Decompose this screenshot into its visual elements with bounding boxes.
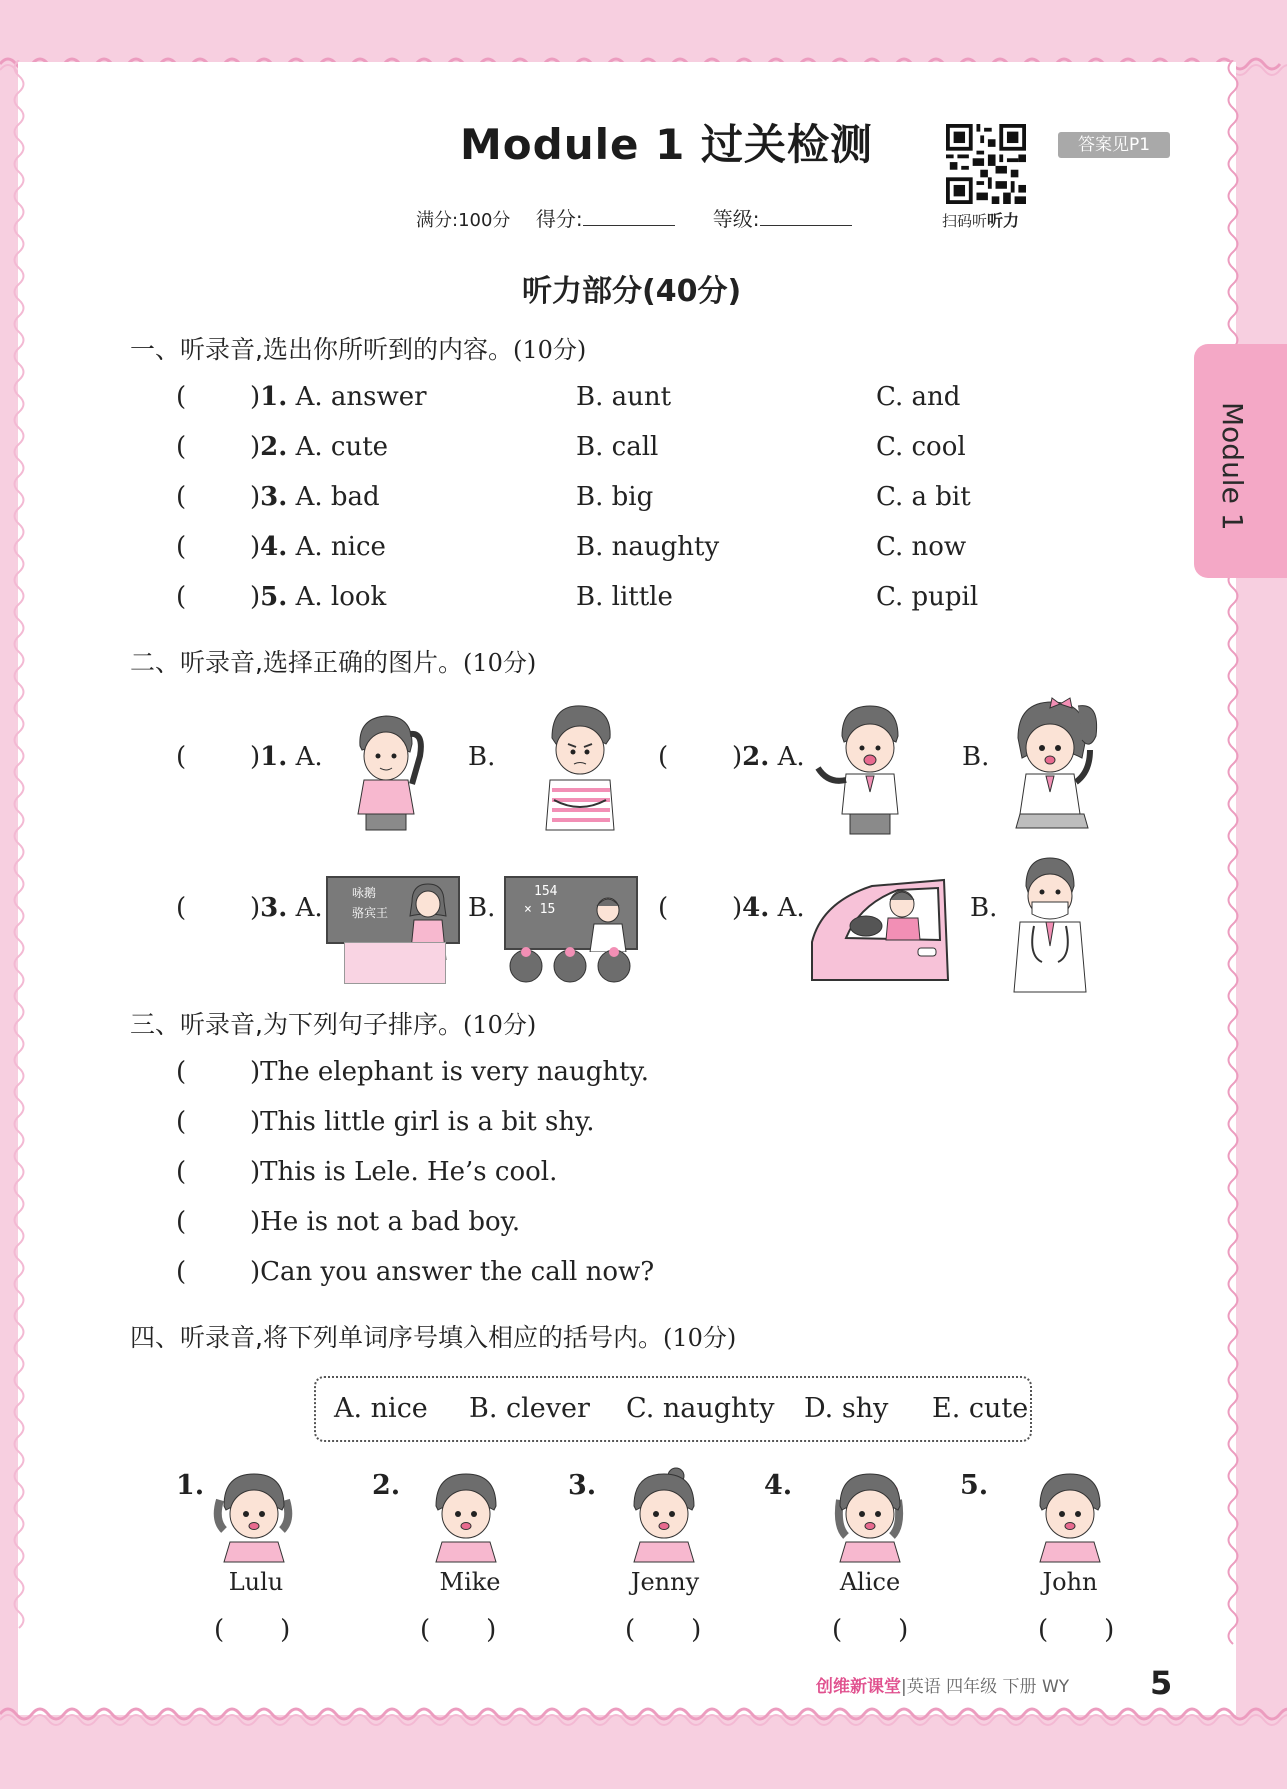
kid-portrait bbox=[216, 1470, 292, 1562]
answer-paren-open: ( bbox=[176, 1157, 187, 1187]
sentence-row bbox=[250, 1207, 520, 1237]
option-b: B. big bbox=[576, 482, 654, 512]
answer-paren-open: ( bbox=[176, 432, 187, 462]
teacher-icon bbox=[588, 896, 628, 952]
option-a: A. look bbox=[295, 582, 387, 612]
wavy-border-bottom bbox=[0, 1706, 1287, 1730]
kid-answer-parens[interactable] bbox=[1038, 1615, 1114, 1645]
paren-close: ) bbox=[732, 893, 743, 923]
item-number: 2. bbox=[260, 432, 288, 462]
option-a-label: A. bbox=[295, 893, 323, 923]
blackboard-text-1: 咏鹅 bbox=[352, 886, 377, 900]
word-option: C. naughty bbox=[626, 1393, 775, 1424]
students-icon bbox=[504, 946, 638, 984]
paren-close: ) bbox=[732, 742, 743, 772]
answer-paren-close bbox=[732, 893, 805, 923]
side-tab-label: Module 1 bbox=[1216, 402, 1249, 531]
paren-close: ) bbox=[250, 1207, 261, 1237]
paren-open: ( bbox=[625, 1615, 636, 1645]
sentence-text: This is Lele. He’s cool. bbox=[260, 1157, 558, 1187]
footer-info bbox=[816, 1672, 1069, 1697]
score-line bbox=[416, 203, 852, 232]
option-a-label: A. bbox=[777, 893, 805, 923]
word-option: A. nice bbox=[334, 1393, 428, 1424]
section4-points: (10分) bbox=[662, 1324, 737, 1352]
item-number: 2. bbox=[742, 742, 770, 772]
answer-paren-close bbox=[250, 432, 388, 462]
score-label: 得分: bbox=[535, 207, 583, 231]
kid-name: Jenny bbox=[630, 1568, 700, 1596]
kid-name: Lulu bbox=[228, 1568, 284, 1596]
option-c: C. pupil bbox=[876, 582, 979, 612]
kid-number: 2. bbox=[372, 1470, 401, 1501]
option-c: C. and bbox=[876, 382, 961, 412]
full-score: 满分:100分 bbox=[416, 210, 511, 231]
section1-title-text: 一、听录音,选出你所听到的内容。 bbox=[130, 335, 513, 364]
sentence-text: He is not a bad boy. bbox=[260, 1207, 521, 1237]
kid-answer-parens[interactable] bbox=[832, 1615, 908, 1645]
answer-paren-open: ( bbox=[176, 1057, 187, 1087]
item-number: 1. bbox=[260, 742, 288, 772]
kid-name: Alice bbox=[839, 1568, 901, 1596]
paren-close: ) bbox=[250, 582, 261, 612]
grade-blank[interactable] bbox=[760, 207, 852, 226]
answer-paren-close bbox=[250, 582, 386, 612]
paren-close: ) bbox=[280, 1615, 291, 1645]
paren-close: ) bbox=[250, 382, 261, 412]
paren-open: ( bbox=[420, 1615, 431, 1645]
kid-portrait bbox=[1032, 1470, 1108, 1562]
part-title: 听力部分(40分) bbox=[522, 274, 742, 309]
section3-title bbox=[130, 1005, 536, 1041]
item-number: 4. bbox=[742, 893, 770, 923]
answer-paren-open: ( bbox=[658, 893, 669, 923]
kid-answer-parens[interactable] bbox=[625, 1615, 701, 1645]
footer-details: |英语 四年级 下册 WY bbox=[901, 1677, 1070, 1697]
section3-title-text: 三、听录音,为下列句子排序。 bbox=[130, 1010, 463, 1039]
section4-title-text: 四、听录音,将下列单词序号填入相应的括号内。 bbox=[130, 1323, 663, 1352]
kid-answer-parens[interactable] bbox=[214, 1615, 290, 1645]
sentence-text: The elephant is very naughty. bbox=[260, 1057, 650, 1087]
answer-paren-close bbox=[250, 893, 323, 923]
score-blank[interactable] bbox=[583, 207, 675, 226]
paren-close: ) bbox=[250, 742, 261, 772]
paren-close: ) bbox=[250, 1107, 261, 1137]
option-b: B. little bbox=[576, 582, 673, 612]
option-b-label: B. bbox=[468, 893, 496, 923]
answer-paren-open: ( bbox=[176, 482, 187, 512]
section1-title bbox=[130, 330, 586, 366]
chinese-class-picture[interactable] bbox=[326, 876, 456, 984]
kid-number: 4. bbox=[764, 1470, 793, 1501]
boy-waving-picture[interactable] bbox=[814, 700, 914, 836]
kid-name: Mike bbox=[439, 1568, 501, 1596]
paren-close: ) bbox=[486, 1615, 497, 1645]
section2-points: (10分) bbox=[462, 649, 537, 677]
boy-naughty-picture[interactable] bbox=[540, 700, 622, 832]
paren-close: ) bbox=[250, 432, 261, 462]
item-number: 3. bbox=[260, 893, 288, 923]
doctor-picture[interactable] bbox=[1012, 854, 1088, 994]
kid-portrait bbox=[832, 1470, 908, 1562]
word-option: E. cute bbox=[932, 1393, 1029, 1424]
item-number: 1. bbox=[260, 382, 288, 412]
answer-paren-open: ( bbox=[176, 582, 187, 612]
option-b: B. call bbox=[576, 432, 659, 462]
section2-title-text: 二、听录音,选择正确的图片。 bbox=[130, 648, 463, 677]
option-a: A. cute bbox=[295, 432, 389, 462]
qr-caption-prefix: 扫码听 bbox=[942, 212, 988, 230]
item-number: 4. bbox=[260, 532, 288, 562]
section1-points: (10分) bbox=[512, 336, 587, 364]
answer-paren-open: ( bbox=[176, 382, 187, 412]
option-b: B. naughty bbox=[576, 532, 720, 562]
math-class-picture[interactable] bbox=[504, 876, 638, 984]
sentence-row bbox=[250, 1157, 557, 1187]
kid-portrait bbox=[626, 1470, 702, 1562]
page-number: 5 bbox=[1150, 1664, 1173, 1702]
kid-answer-parens[interactable] bbox=[420, 1615, 496, 1645]
sentence-row bbox=[250, 1057, 649, 1087]
answer-paren-open: ( bbox=[176, 1257, 187, 1287]
sentence-row bbox=[250, 1257, 654, 1287]
answer-paren-close bbox=[732, 742, 805, 772]
paren-open: ( bbox=[832, 1615, 843, 1645]
answer-paren-open: ( bbox=[176, 1107, 187, 1137]
answer-paren-close bbox=[250, 742, 323, 772]
grade-label: 等级: bbox=[712, 207, 760, 231]
qr-code-icon[interactable] bbox=[946, 124, 1026, 204]
answer-paren-open: ( bbox=[176, 893, 187, 923]
option-a-label: A. bbox=[295, 742, 323, 772]
desk bbox=[344, 942, 446, 984]
paren-close: ) bbox=[250, 482, 261, 512]
girl-waving-picture[interactable] bbox=[1004, 696, 1100, 840]
answer-paren-close bbox=[250, 382, 427, 412]
option-a: A. bad bbox=[295, 482, 380, 512]
kid-name: John bbox=[1042, 1568, 1098, 1596]
answer-paren-open: ( bbox=[658, 742, 669, 772]
word-option: B. clever bbox=[469, 1393, 590, 1424]
blackboard-text-1: 154 bbox=[534, 884, 558, 899]
sentence-row bbox=[250, 1107, 595, 1137]
answer-paren-close bbox=[250, 532, 386, 562]
word-bank bbox=[314, 1376, 1032, 1442]
module-side-tab bbox=[1194, 344, 1287, 578]
option-b-label: B. bbox=[962, 742, 990, 772]
driver-car-picture[interactable] bbox=[806, 876, 958, 984]
boy-thinking-picture[interactable] bbox=[340, 706, 430, 830]
kid-number: 3. bbox=[568, 1470, 597, 1501]
paren-close: ) bbox=[250, 1157, 261, 1187]
paren-open: ( bbox=[214, 1615, 225, 1645]
option-b: B. aunt bbox=[576, 382, 672, 412]
answer-badge: 答案见P1 bbox=[1058, 132, 1170, 158]
item-number: 3. bbox=[260, 482, 288, 512]
paren-open: ( bbox=[1038, 1615, 1049, 1645]
paren-close: ) bbox=[691, 1615, 702, 1645]
answer-paren-open: ( bbox=[176, 742, 187, 772]
paren-close: ) bbox=[250, 1057, 261, 1087]
kid-number: 1. bbox=[176, 1470, 205, 1501]
paren-close: ) bbox=[250, 893, 261, 923]
paren-close: ) bbox=[1104, 1615, 1115, 1645]
answer-paren-close bbox=[250, 482, 380, 512]
sentence-text: This little girl is a bit shy. bbox=[260, 1107, 595, 1137]
option-b-label: B. bbox=[970, 893, 998, 923]
option-c: C. now bbox=[876, 532, 967, 562]
answer-paren-open: ( bbox=[176, 532, 187, 562]
option-b-label: B. bbox=[468, 742, 496, 772]
wavy-border-right bbox=[1222, 60, 1244, 1720]
paren-close: ) bbox=[250, 1257, 261, 1287]
qr-caption-bold: 听力 bbox=[987, 211, 1020, 230]
wavy-border-left bbox=[8, 60, 30, 1720]
sentence-text: Can you answer the call now? bbox=[260, 1257, 655, 1287]
paren-close: ) bbox=[250, 532, 261, 562]
option-c: C. cool bbox=[876, 432, 966, 462]
option-a: A. answer bbox=[295, 382, 427, 412]
section2-title bbox=[130, 643, 536, 679]
section4-title bbox=[130, 1318, 736, 1354]
option-c: C. a bit bbox=[876, 482, 971, 512]
kid-number: 5. bbox=[960, 1470, 989, 1501]
footer-brand: 创维新课堂 bbox=[816, 1677, 901, 1697]
paren-close: ) bbox=[898, 1615, 909, 1645]
page-title: Module 1 过关检测 bbox=[460, 120, 873, 169]
blackboard-text-2: 骆宾王 bbox=[352, 906, 389, 920]
item-number: 5. bbox=[260, 582, 288, 612]
answer-paren-open: ( bbox=[176, 1207, 187, 1237]
qr-caption bbox=[942, 208, 1019, 231]
section3-points: (10分) bbox=[462, 1011, 537, 1039]
word-option: D. shy bbox=[804, 1393, 889, 1424]
blackboard-text-2: × 15 bbox=[524, 902, 556, 917]
option-a: A. nice bbox=[295, 532, 386, 562]
kid-portrait bbox=[428, 1470, 504, 1562]
option-a-label: A. bbox=[777, 742, 805, 772]
